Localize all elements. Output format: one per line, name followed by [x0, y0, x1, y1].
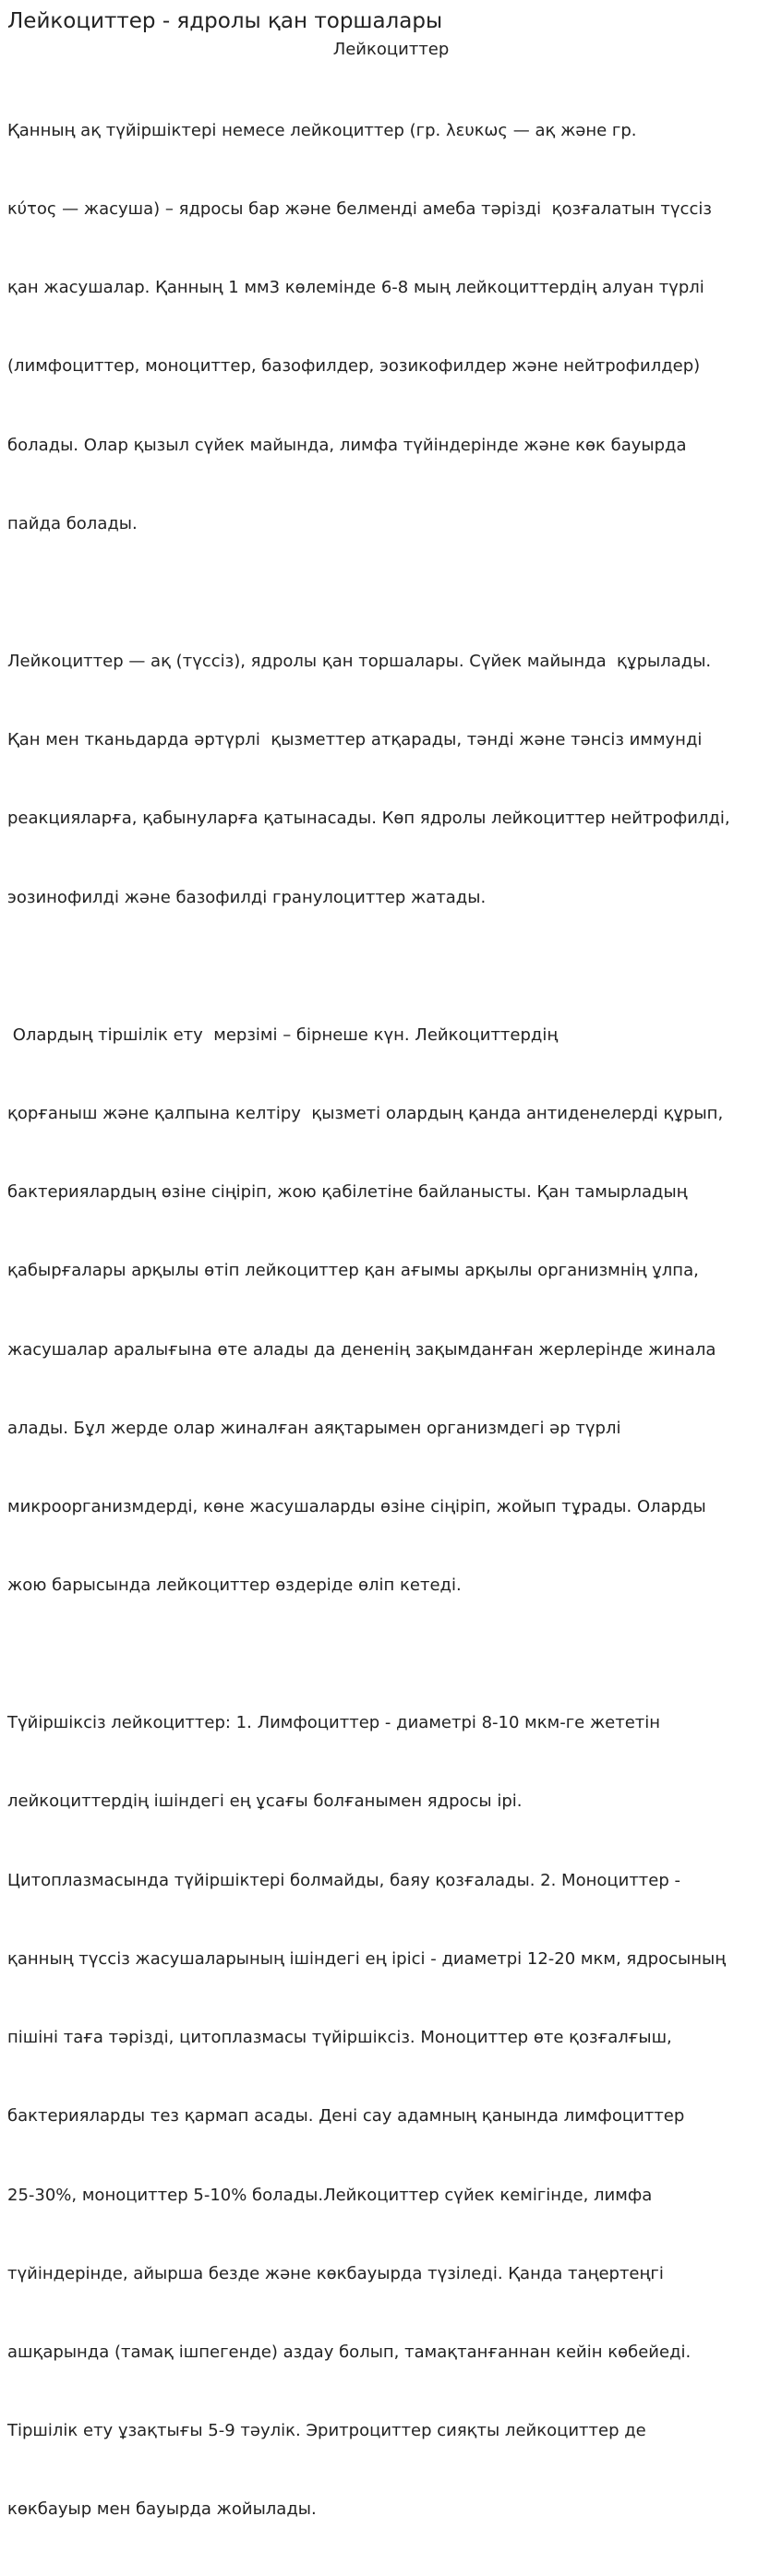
text-line: ашқарында (тамақ ішпегенде) аздау болып, тамақтанғаннан кейін көбейеді.	[7, 2342, 692, 2362]
paragraph-4	[7, 1658, 775, 2575]
text-line: болады. Олар қызыл сүйек майында, лимфа түйіндерінде және көк бауырда	[7, 435, 687, 455]
text-line: κύτος — жасуша) – ядросы бар және белменді амеба тәрізді қозғалатын түссіз	[7, 199, 712, 220]
paragraph-2	[7, 596, 775, 964]
text-line: қабырғалары арқылы өтіп лейкоциттер қан ағымы арқылы организмнің ұлпа,	[7, 1261, 699, 1281]
text-line: көкбауыр мен бауырда жойылады.	[7, 2499, 317, 2520]
text-line: Қанның ақ түйіршіктері немесе лейкоциттер (гр. λευκως — ақ және гр.	[7, 120, 637, 140]
paragraph-3	[7, 970, 775, 1652]
text-line: (лимфоциттер, моноциттер, базофилдер, эозикофилдер және нейтрофилдер)	[7, 356, 701, 377]
text-line: пайда болады.	[7, 513, 138, 533]
text-line: 25-30%, моноциттер 5-10% болады.Лейкоциттер сүйек кемігінде, лимфа	[7, 2185, 653, 2205]
text-line: түйіндерінде, айырша безде және көкбауырда түзіледі. Қанда таңертеңгі	[7, 2263, 664, 2283]
text-line: жасушалар аралығына өте алады да дененің зақымданған жерлерінде жинала	[7, 1339, 716, 1360]
text-line: Лейкоциттер — ақ (түссіз), ядролы қан торшалары. Сүйек майында құрылады.	[7, 651, 712, 671]
page-title: Лейкоциттер - ядролы қан торшалары	[7, 9, 443, 33]
text-line: Олардың тіршілік ету мерзімі – бірнеше күн. Лейкоциттердің	[7, 1024, 559, 1045]
text-line: Қан мен тканьдарда әртүрлі қызметтер атқарады, тәнді және тәнсіз иммунді	[7, 730, 703, 750]
text-line: қанның түссіз жасушаларының ішіндегі ең ірісі - диаметрі 12-20 мкм, ядросының	[7, 1948, 727, 1969]
text-line: жою барысында лейкоциттер өздеріде өліп кетеді.	[7, 1576, 462, 1596]
text-line: микроорганизмдерді, көне жасушаларды өзіне сіңіріп, жойып тұрады. Оларды	[7, 1496, 706, 1516]
text-line: Түйіршіксіз лейкоциттер: 1. Лимфоциттер - диаметрі 8-10 мкм-ге жететін	[7, 1713, 661, 1733]
text-line: пішіні таға тәрізді, цитоплазмасы түйіршіксіз. Моноциттер өте қозғалғыш,	[7, 2028, 672, 2048]
text-line: лейкоциттердің ішіндегі ең ұсағы болғанымен ядросы ірі.	[7, 1791, 523, 1812]
paragraph-1	[7, 66, 775, 590]
text-line: қан жасушалар. Қанның 1 мм3 көлемінде 6-8 мың лейкоциттердің алуан түрлі	[7, 278, 704, 298]
text-line: Цитоплазмасында түйіршіктері болмайды, баяу қозғалады. 2. Моноциттер -	[7, 1870, 681, 1890]
text-line: эозинофилді және базофилді гранулоциттер жатады.	[7, 887, 487, 907]
text-line: реакцияларға, қабынуларға қатынасады. Көп ядролы лейкоциттер нейтрофилді,	[7, 809, 730, 829]
text-line: бактериялардың өзіне сіңіріп, жою қабілетіне байланысты. Қан тамырладың	[7, 1182, 688, 1203]
text-line: бактерияларды тез қармап асады. Дені сау адамның қанында лимфоциттер	[7, 2106, 685, 2127]
text-line: Тіршілік ету ұзақтығы 5-9 тәулік. Эритроциттер сияқты лейкоциттер де	[7, 2421, 646, 2441]
text-line: алады. Бұл жерде олар жиналған аяқтарымен организмдегі әр түрлі	[7, 1418, 621, 1438]
section-subtitle: Лейкоциттер	[332, 40, 450, 59]
text-line: қорғаныш және қалпына келтіру қызметі олардың қанда антиденелерді құрып,	[7, 1103, 724, 1123]
